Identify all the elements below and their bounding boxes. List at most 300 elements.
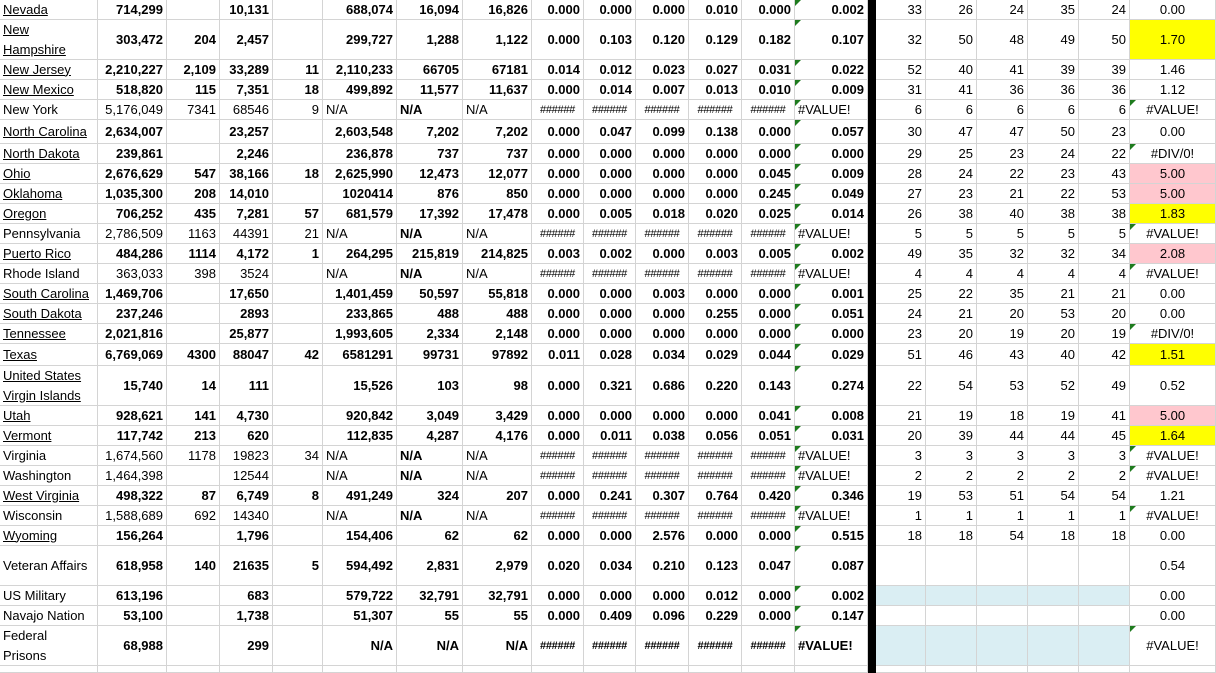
cell-r12-c8[interactable]: ###### [532,264,584,284]
cell-r22-c8[interactable]: 0.000 [532,486,584,506]
cell-r0-c2[interactable] [167,0,220,20]
cell-r12-c13[interactable]: #VALUE! [795,264,868,284]
cell-r22-c19[interactable]: 1.21 [1130,486,1216,506]
cell-r23-c9[interactable]: ###### [584,506,636,526]
cell-r25-c5[interactable]: 594,492 [323,546,397,586]
cell-r12-c10[interactable]: ###### [636,264,689,284]
cell-row-name[interactable] [0,526,98,546]
cell-r22-c12[interactable]: 0.420 [742,486,795,506]
cell-r9-c10[interactable]: 0.018 [636,204,689,224]
cell-r1-c13[interactable]: 0.107 [795,20,868,60]
cell-r11-c11[interactable]: 0.003 [689,244,742,264]
cell-r5-c3[interactable]: 23,257 [220,120,273,144]
cell-r7-c9[interactable]: 0.000 [584,164,636,184]
cell-r16-c14[interactable]: 51 [876,344,926,366]
cell-r3-c10[interactable]: 0.007 [636,80,689,100]
empty-cell[interactable] [98,666,167,673]
cell-r16-c8[interactable]: 0.011 [532,344,584,366]
cell-r17-c2[interactable]: 14 [167,366,220,406]
cell-r22-c1[interactable]: 498,322 [98,486,167,506]
cell-r4-c18[interactable]: 6 [1079,100,1130,120]
cell-row-name[interactable] [0,224,98,244]
cell-r5-c6[interactable]: 7,202 [397,120,463,144]
cell-r21-c11[interactable]: ###### [689,466,742,486]
cell-r0-c5[interactable]: 688,074 [323,0,397,20]
empty-cell[interactable] [689,666,742,673]
cell-r4-c9[interactable]: ###### [584,100,636,120]
row-name-link[interactable]: North Carolina [3,123,87,139]
cell-r5-c7[interactable]: 7,202 [463,120,532,144]
cell-r19-c13[interactable]: 0.031 [795,426,868,446]
cell-r15-c16[interactable]: 19 [977,324,1028,344]
cell-r2-c19[interactable]: 1.46 [1130,60,1216,80]
cell-r25-c2[interactable]: 140 [167,546,220,586]
cell-r28-c18[interactable] [1079,626,1130,666]
cell-r13-c5[interactable]: 1,401,459 [323,284,397,304]
cell-r2-c13[interactable]: 0.022 [795,60,868,80]
cell-r28-c17[interactable] [1028,626,1079,666]
cell-r12-c9[interactable]: ###### [584,264,636,284]
cell-r24-c10[interactable]: 2.576 [636,526,689,546]
cell-r10-c14[interactable]: 5 [876,224,926,244]
cell-r27-c18[interactable] [1079,606,1130,626]
cell-r25-c16[interactable] [977,546,1028,586]
cell-r16-c5[interactable]: 6581291 [323,344,397,366]
cell-r11-c3[interactable]: 4,172 [220,244,273,264]
cell-row-name[interactable] [0,466,98,486]
cell-r10-c1[interactable]: 2,786,509 [98,224,167,244]
cell-r19-c5[interactable]: 112,835 [323,426,397,446]
cell-r7-c13[interactable]: 0.009 [795,164,868,184]
cell-r7-c1[interactable]: 2,676,629 [98,164,167,184]
cell-r10-c5[interactable]: N/A [323,224,397,244]
cell-r14-c14[interactable]: 24 [876,304,926,324]
cell-r15-c18[interactable]: 19 [1079,324,1130,344]
cell-r27-c14[interactable] [876,606,926,626]
cell-r22-c9[interactable]: 0.241 [584,486,636,506]
cell-r0-c7[interactable]: 16,826 [463,0,532,20]
cell-r18-c8[interactable]: 0.000 [532,406,584,426]
cell-r20-c6[interactable]: N/A [397,446,463,466]
cell-row-name[interactable] [0,120,98,144]
cell-r10-c13[interactable]: #VALUE! [795,224,868,244]
cell-r16-c10[interactable]: 0.034 [636,344,689,366]
cell-r6-c3[interactable]: 2,246 [220,144,273,164]
cell-r9-c16[interactable]: 40 [977,204,1028,224]
cell-r20-c1[interactable]: 1,674,560 [98,446,167,466]
cell-r8-c13[interactable]: 0.049 [795,184,868,204]
cell-r5-c8[interactable]: 0.000 [532,120,584,144]
cell-r19-c10[interactable]: 0.038 [636,426,689,446]
cell-r12-c14[interactable]: 4 [876,264,926,284]
cell-r21-c9[interactable]: ###### [584,466,636,486]
cell-row-name[interactable] [0,204,98,224]
row-name-link[interactable]: New Jersey [3,61,71,77]
cell-r26-c15[interactable] [926,586,977,606]
cell-r0-c1[interactable]: 714,299 [98,0,167,20]
cell-r18-c9[interactable]: 0.000 [584,406,636,426]
cell-r26-c4[interactable] [273,586,323,606]
cell-row-name[interactable] [0,586,98,606]
cell-r15-c2[interactable] [167,324,220,344]
empty-cell[interactable] [532,666,584,673]
cell-r12-c5[interactable]: N/A [323,264,397,284]
cell-r8-c6[interactable]: 876 [397,184,463,204]
cell-r13-c16[interactable]: 35 [977,284,1028,304]
cell-r27-c2[interactable] [167,606,220,626]
cell-r6-c12[interactable]: 0.000 [742,144,795,164]
cell-r11-c9[interactable]: 0.002 [584,244,636,264]
cell-r8-c5[interactable]: 1020414 [323,184,397,204]
cell-r21-c19[interactable]: #VALUE! [1130,466,1216,486]
cell-r4-c3[interactable]: 68546 [220,100,273,120]
cell-r1-c15[interactable]: 50 [926,20,977,60]
cell-r18-c15[interactable]: 19 [926,406,977,426]
cell-r22-c2[interactable]: 87 [167,486,220,506]
cell-r17-c14[interactable]: 22 [876,366,926,406]
cell-r4-c10[interactable]: ###### [636,100,689,120]
cell-r11-c4[interactable]: 1 [273,244,323,264]
cell-r1-c18[interactable]: 50 [1079,20,1130,60]
cell-r11-c5[interactable]: 264,295 [323,244,397,264]
cell-r3-c17[interactable]: 36 [1028,80,1079,100]
cell-r25-c9[interactable]: 0.034 [584,546,636,586]
cell-r13-c9[interactable]: 0.000 [584,284,636,304]
cell-r11-c19[interactable]: 2.08 [1130,244,1216,264]
cell-r3-c11[interactable]: 0.013 [689,80,742,100]
cell-r12-c3[interactable]: 3524 [220,264,273,284]
cell-r28-c1[interactable]: 68,988 [98,626,167,666]
cell-r17-c13[interactable]: 0.274 [795,366,868,406]
cell-r5-c2[interactable] [167,120,220,144]
cell-r24-c14[interactable]: 18 [876,526,926,546]
row-name-link[interactable]: Nevada [3,1,48,17]
cell-r4-c4[interactable]: 9 [273,100,323,120]
cell-r8-c10[interactable]: 0.000 [636,184,689,204]
cell-r11-c1[interactable]: 484,286 [98,244,167,264]
cell-r21-c12[interactable]: ###### [742,466,795,486]
cell-r2-c5[interactable]: 2,110,233 [323,60,397,80]
cell-r21-c5[interactable]: N/A [323,466,397,486]
cell-r6-c7[interactable]: 737 [463,144,532,164]
cell-r7-c6[interactable]: 12,473 [397,164,463,184]
cell-r27-c11[interactable]: 0.229 [689,606,742,626]
cell-r19-c3[interactable]: 620 [220,426,273,446]
cell-r21-c18[interactable]: 2 [1079,466,1130,486]
cell-r16-c9[interactable]: 0.028 [584,344,636,366]
cell-r1-c2[interactable]: 204 [167,20,220,60]
row-name-link[interactable]: South Carolina [3,285,89,301]
cell-r19-c19[interactable]: 1.64 [1130,426,1216,446]
cell-r17-c1[interactable]: 15,740 [98,366,167,406]
cell-r11-c15[interactable]: 35 [926,244,977,264]
cell-row-name[interactable] [0,164,98,184]
cell-r28-c19[interactable]: #VALUE! [1130,626,1216,666]
cell-r2-c3[interactable]: 33,289 [220,60,273,80]
cell-r15-c3[interactable]: 25,877 [220,324,273,344]
cell-r25-c13[interactable]: 0.087 [795,546,868,586]
cell-row-name[interactable] [0,366,98,406]
cell-r12-c4[interactable] [273,264,323,284]
cell-r18-c7[interactable]: 3,429 [463,406,532,426]
cell-r26-c14[interactable] [876,586,926,606]
cell-r6-c14[interactable]: 29 [876,144,926,164]
cell-r4-c6[interactable]: N/A [397,100,463,120]
cell-r12-c15[interactable]: 4 [926,264,977,284]
cell-r2-c10[interactable]: 0.023 [636,60,689,80]
cell-r1-c17[interactable]: 49 [1028,20,1079,60]
cell-r18-c4[interactable] [273,406,323,426]
cell-r24-c2[interactable] [167,526,220,546]
cell-r15-c10[interactable]: 0.000 [636,324,689,344]
cell-r7-c5[interactable]: 2,625,990 [323,164,397,184]
cell-r14-c12[interactable]: 0.000 [742,304,795,324]
cell-r10-c4[interactable]: 21 [273,224,323,244]
cell-r9-c17[interactable]: 38 [1028,204,1079,224]
cell-r23-c17[interactable]: 1 [1028,506,1079,526]
row-name-link[interactable]: Puerto Rico [3,245,71,261]
empty-cell[interactable] [1079,666,1130,673]
cell-r2-c14[interactable]: 52 [876,60,926,80]
cell-r15-c8[interactable]: 0.000 [532,324,584,344]
cell-r9-c11[interactable]: 0.020 [689,204,742,224]
cell-r16-c15[interactable]: 46 [926,344,977,366]
cell-r20-c15[interactable]: 3 [926,446,977,466]
cell-r24-c17[interactable]: 18 [1028,526,1079,546]
cell-r21-c14[interactable]: 2 [876,466,926,486]
empty-cell[interactable] [742,666,795,673]
cell-r27-c3[interactable]: 1,738 [220,606,273,626]
cell-r12-c1[interactable]: 363,033 [98,264,167,284]
cell-r10-c12[interactable]: ###### [742,224,795,244]
cell-r22-c4[interactable]: 8 [273,486,323,506]
cell-r8-c18[interactable]: 53 [1079,184,1130,204]
cell-r17-c12[interactable]: 0.143 [742,366,795,406]
cell-r0-c4[interactable] [273,0,323,20]
cell-r27-c19[interactable]: 0.00 [1130,606,1216,626]
cell-r23-c12[interactable]: ###### [742,506,795,526]
cell-r1-c4[interactable] [273,20,323,60]
row-name-link[interactable]: Wyoming [3,527,58,543]
cell-r16-c3[interactable]: 88047 [220,344,273,366]
cell-r17-c6[interactable]: 103 [397,366,463,406]
empty-cell[interactable] [584,666,636,673]
cell-r21-c16[interactable]: 2 [977,466,1028,486]
cell-row-name[interactable] [0,100,98,120]
cell-r13-c12[interactable]: 0.000 [742,284,795,304]
cell-r20-c10[interactable]: ###### [636,446,689,466]
cell-r27-c13[interactable]: 0.147 [795,606,868,626]
cell-row-name[interactable] [0,20,98,60]
cell-r17-c7[interactable]: 98 [463,366,532,406]
cell-r21-c1[interactable]: 1,464,398 [98,466,167,486]
cell-r2-c2[interactable]: 2,109 [167,60,220,80]
cell-r25-c17[interactable] [1028,546,1079,586]
cell-r10-c15[interactable]: 5 [926,224,977,244]
cell-r26-c19[interactable]: 0.00 [1130,586,1216,606]
cell-r23-c10[interactable]: ###### [636,506,689,526]
cell-r21-c2[interactable] [167,466,220,486]
empty-cell[interactable] [1028,666,1079,673]
cell-r13-c6[interactable]: 50,597 [397,284,463,304]
cell-r2-c15[interactable]: 40 [926,60,977,80]
cell-r11-c6[interactable]: 215,819 [397,244,463,264]
cell-r21-c17[interactable]: 2 [1028,466,1079,486]
cell-r4-c1[interactable]: 5,176,049 [98,100,167,120]
cell-r27-c6[interactable]: 55 [397,606,463,626]
cell-r20-c8[interactable]: ###### [532,446,584,466]
cell-r22-c14[interactable]: 19 [876,486,926,506]
cell-r20-c14[interactable]: 3 [876,446,926,466]
cell-r13-c8[interactable]: 0.000 [532,284,584,304]
cell-r9-c6[interactable]: 17,392 [397,204,463,224]
cell-r18-c13[interactable]: 0.008 [795,406,868,426]
empty-cell[interactable] [926,666,977,673]
cell-r19-c18[interactable]: 45 [1079,426,1130,446]
cell-r26-c1[interactable]: 613,196 [98,586,167,606]
cell-r1-c16[interactable]: 48 [977,20,1028,60]
cell-r21-c4[interactable] [273,466,323,486]
cell-r14-c2[interactable] [167,304,220,324]
cell-r11-c13[interactable]: 0.002 [795,244,868,264]
cell-r20-c13[interactable]: #VALUE! [795,446,868,466]
cell-r8-c9[interactable]: 0.000 [584,184,636,204]
cell-r14-c11[interactable]: 0.255 [689,304,742,324]
cell-r18-c3[interactable]: 4,730 [220,406,273,426]
cell-r6-c6[interactable]: 737 [397,144,463,164]
cell-r25-c7[interactable]: 2,979 [463,546,532,586]
cell-r14-c7[interactable]: 488 [463,304,532,324]
empty-cell[interactable] [167,666,220,673]
cell-r3-c5[interactable]: 499,892 [323,80,397,100]
cell-r23-c6[interactable]: N/A [397,506,463,526]
cell-r15-c15[interactable]: 20 [926,324,977,344]
empty-cell[interactable] [323,666,397,673]
cell-r9-c7[interactable]: 17,478 [463,204,532,224]
cell-r23-c5[interactable]: N/A [323,506,397,526]
cell-r26-c2[interactable] [167,586,220,606]
cell-r25-c3[interactable]: 21635 [220,546,273,586]
cell-r16-c1[interactable]: 6,769,069 [98,344,167,366]
cell-r6-c4[interactable] [273,144,323,164]
cell-row-name[interactable] [0,304,98,324]
cell-row-name[interactable] [0,426,98,446]
cell-r20-c17[interactable]: 3 [1028,446,1079,466]
cell-r20-c7[interactable]: N/A [463,446,532,466]
cell-r10-c16[interactable]: 5 [977,224,1028,244]
cell-r28-c8[interactable]: ###### [532,626,584,666]
cell-r18-c14[interactable]: 21 [876,406,926,426]
cell-r8-c7[interactable]: 850 [463,184,532,204]
cell-r8-c14[interactable]: 27 [876,184,926,204]
cell-r9-c9[interactable]: 0.005 [584,204,636,224]
cell-r5-c9[interactable]: 0.047 [584,120,636,144]
cell-r19-c12[interactable]: 0.051 [742,426,795,446]
cell-r24-c8[interactable]: 0.000 [532,526,584,546]
cell-r17-c18[interactable]: 49 [1079,366,1130,406]
cell-r13-c19[interactable]: 0.00 [1130,284,1216,304]
cell-r10-c9[interactable]: ###### [584,224,636,244]
cell-r0-c6[interactable]: 16,094 [397,0,463,20]
cell-r6-c2[interactable] [167,144,220,164]
cell-r10-c18[interactable]: 5 [1079,224,1130,244]
cell-r0-c13[interactable]: 0.002 [795,0,868,20]
cell-r23-c18[interactable]: 1 [1079,506,1130,526]
cell-r9-c3[interactable]: 7,281 [220,204,273,224]
cell-r15-c19[interactable]: #DIV/0! [1130,324,1216,344]
cell-r4-c5[interactable]: N/A [323,100,397,120]
cell-r3-c8[interactable]: 0.000 [532,80,584,100]
cell-r3-c14[interactable]: 31 [876,80,926,100]
cell-r28-c12[interactable]: ###### [742,626,795,666]
empty-cell[interactable] [273,666,323,673]
cell-r28-c4[interactable] [273,626,323,666]
cell-r19-c9[interactable]: 0.011 [584,426,636,446]
cell-r22-c17[interactable]: 54 [1028,486,1079,506]
cell-r0-c11[interactable]: 0.010 [689,0,742,20]
cell-r7-c2[interactable]: 547 [167,164,220,184]
cell-r23-c7[interactable]: N/A [463,506,532,526]
cell-r17-c15[interactable]: 54 [926,366,977,406]
cell-r1-c14[interactable]: 32 [876,20,926,60]
cell-r20-c2[interactable]: 1178 [167,446,220,466]
cell-r12-c6[interactable]: N/A [397,264,463,284]
cell-r18-c2[interactable]: 141 [167,406,220,426]
cell-r2-c1[interactable]: 2,210,227 [98,60,167,80]
cell-r22-c6[interactable]: 324 [397,486,463,506]
cell-r8-c12[interactable]: 0.245 [742,184,795,204]
cell-r25-c1[interactable]: 618,958 [98,546,167,586]
cell-r3-c7[interactable]: 11,637 [463,80,532,100]
cell-r18-c17[interactable]: 19 [1028,406,1079,426]
cell-r25-c14[interactable] [876,546,926,586]
cell-r5-c14[interactable]: 30 [876,120,926,144]
cell-r22-c3[interactable]: 6,749 [220,486,273,506]
cell-r1-c8[interactable]: 0.000 [532,20,584,60]
cell-r6-c1[interactable]: 239,861 [98,144,167,164]
cell-r6-c18[interactable]: 22 [1079,144,1130,164]
cell-r21-c15[interactable]: 2 [926,466,977,486]
cell-r14-c9[interactable]: 0.000 [584,304,636,324]
cell-r12-c18[interactable]: 4 [1079,264,1130,284]
cell-r7-c14[interactable]: 28 [876,164,926,184]
cell-r5-c13[interactable]: 0.057 [795,120,868,144]
cell-r1-c9[interactable]: 0.103 [584,20,636,60]
cell-r3-c18[interactable]: 36 [1079,80,1130,100]
cell-r23-c4[interactable] [273,506,323,526]
cell-r5-c19[interactable]: 0.00 [1130,120,1216,144]
cell-r10-c6[interactable]: N/A [397,224,463,244]
cell-r17-c4[interactable] [273,366,323,406]
cell-r5-c12[interactable]: 0.000 [742,120,795,144]
cell-r24-c7[interactable]: 62 [463,526,532,546]
cell-r9-c5[interactable]: 681,579 [323,204,397,224]
empty-cell[interactable] [636,666,689,673]
cell-r5-c5[interactable]: 2,603,548 [323,120,397,144]
cell-r7-c19[interactable]: 5.00 [1130,164,1216,184]
cell-r5-c4[interactable] [273,120,323,144]
cell-r5-c11[interactable]: 0.138 [689,120,742,144]
cell-r18-c19[interactable]: 5.00 [1130,406,1216,426]
cell-r0-c10[interactable]: 0.000 [636,0,689,20]
cell-r15-c13[interactable]: 0.000 [795,324,868,344]
cell-r4-c12[interactable]: ###### [742,100,795,120]
cell-r24-c12[interactable]: 0.000 [742,526,795,546]
cell-r27-c10[interactable]: 0.096 [636,606,689,626]
cell-r21-c8[interactable]: ###### [532,466,584,486]
cell-r28-c15[interactable] [926,626,977,666]
cell-row-name[interactable] [0,546,98,586]
